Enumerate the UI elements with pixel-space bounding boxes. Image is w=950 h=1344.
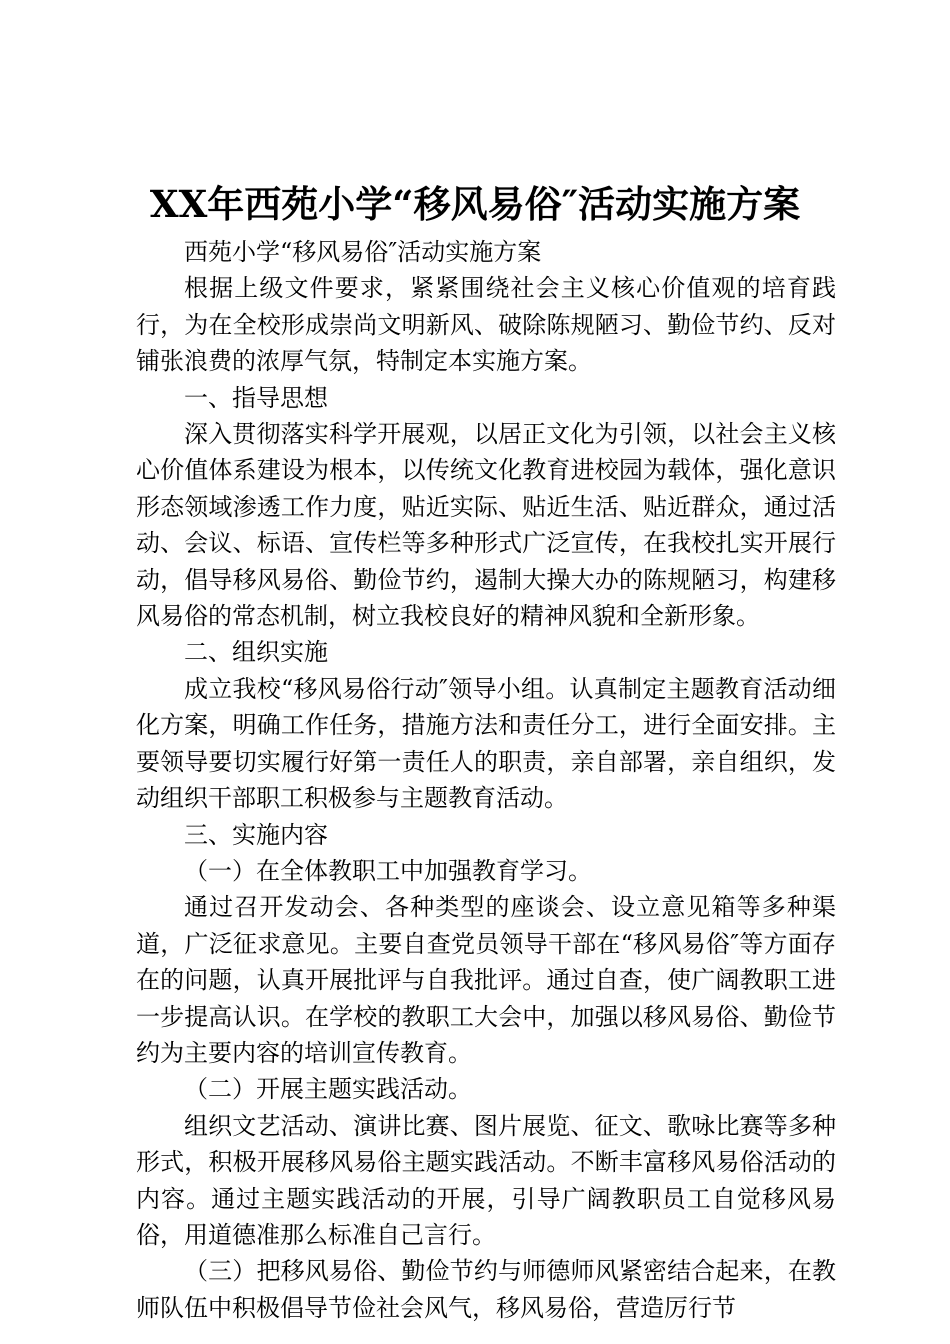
section-heading-content: 三、实施内容 <box>184 820 328 849</box>
subsection-3-paragraph: （三）把移风易俗、勤俭节约与师德师风紧密结合起来，在教师队伍中积极倡导节俭社会风气，移风易俗，营造厉行节 <box>136 1257 836 1322</box>
document-title: XX年西苑小学“移风易俗″活动实施方案 <box>149 182 801 226</box>
subsection-2-paragraph: 组织文艺活动、演讲比赛、图片展览、征文、歌咏比赛等多种形式，积极开展移风易俗主题实践活动。不断丰富移风易俗活动的内容。通过主题实践活动的开展，引导广阔教职员工自觉移风易俗，用道德准那么标准自己言行。 <box>136 1111 836 1249</box>
subsection-heading-1: （一）在全体教职工中加强教育学习。 <box>184 856 592 885</box>
subsection-heading-2: （二）开展主题实践活动。 <box>184 1075 472 1104</box>
intro-paragraph: 根据上级文件要求，紧紧围绕社会主义核心价值观的培育践行，为在全校形成崇尚文明新风、破除陈规陋习、勤俭节约、反对铺张浪费的浓厚气氛，特制定本实施方案。 <box>136 274 836 376</box>
guiding-ideology-paragraph: 深入贯彻落实科学开展观，以居正文化为引领，以社会主义核心价值体系建设为根本，以传统文化教育进校园为载体，强化意识形态领域渗透工作力度，贴近实际、贴近生活、贴近群众，通过活动、会议、标语、宣传栏等多种形式广泛宣传，在我校扎实开展行动，倡导移风易俗、勤俭节约，遏制大操大办的陈规陋习，构建移风易俗的常态机制，树立我校良好的精神风貌和全新形象。 <box>136 420 836 631</box>
section-heading-organization: 二、组织实施 <box>184 638 328 667</box>
section-heading-guiding-ideology: 一、指导思想 <box>184 383 328 412</box>
subtitle-paragraph: 西苑小学“移风易俗″活动实施方案 <box>184 238 542 266</box>
subsection-1-paragraph: 通过召开发动会、各种类型的座谈会、设立意见箱等多种渠道，广泛征求意见。主要自查党员领导干部在“移风易俗″等方面存在的问题，认真开展批评与自我批评。通过自查，使广阔教职工进一步提高认识。在学校的教职工大会中，加强以移风易俗、勤俭节约为主要内容的培训宣传教育。 <box>136 893 836 1067</box>
organization-paragraph: 成立我校“移风易俗行动″领导小组。认真制定主题教育活动细化方案，明确工作任务，措施方法和责任分工，进行全面安排。主要领导要切实履行好第一责任人的职责，亲自部署，亲自组织，发动组织干部职工积极参与主题教育活动。 <box>136 674 836 813</box>
document-body <box>136 234 836 1326</box>
